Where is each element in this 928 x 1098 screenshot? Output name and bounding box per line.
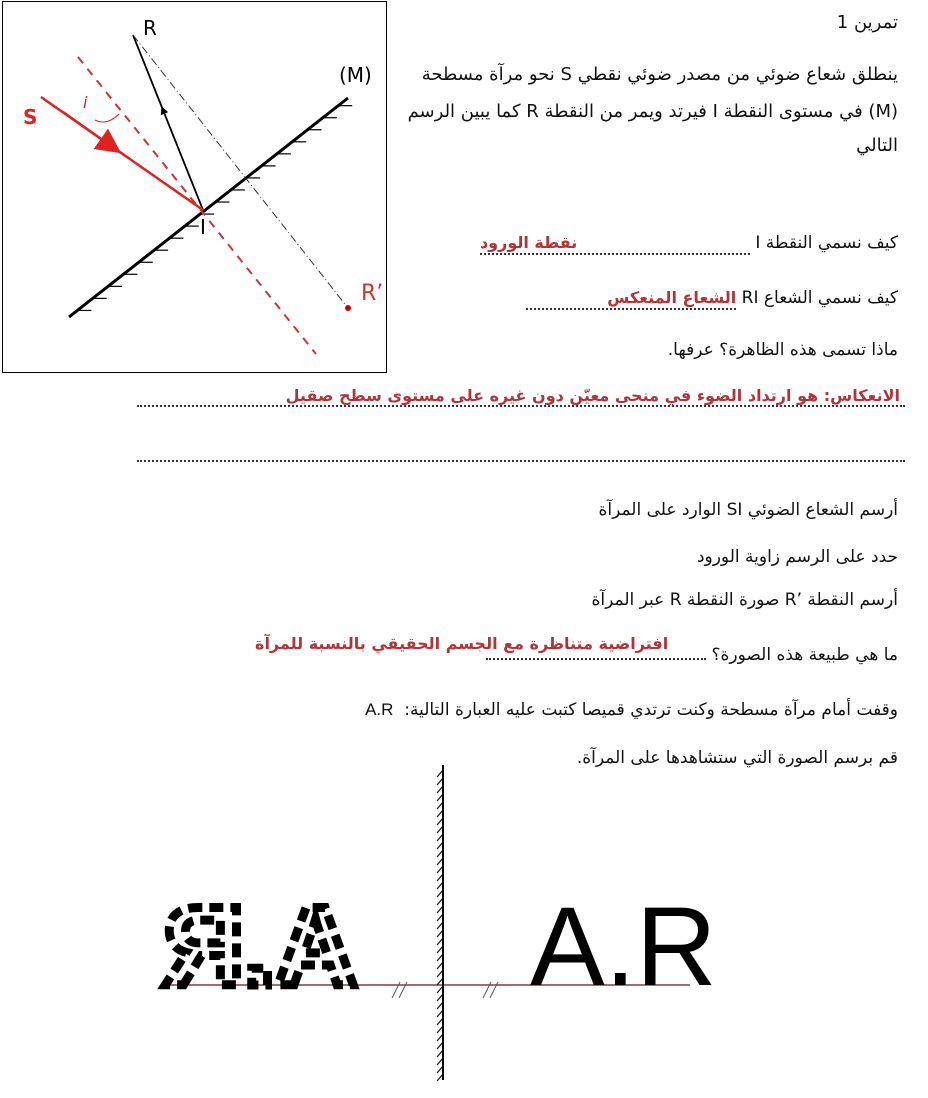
question-text: كيف نسمي النقطة I — [755, 233, 898, 253]
intro-line: التالي — [856, 135, 898, 156]
answer-text: نقطة الورود — [479, 233, 578, 252]
question-3: ماذا تسمى هذه الظاهرة؟ عرفها. — [667, 340, 898, 360]
answer-text: الانعكاس: هو ارتداد الضوء في منحى معيّن دون غيره على مستوى سطح صقيل — [285, 386, 900, 405]
question-4: أرسم الشعاع الضوئي SI الوارد على المرآة — [598, 500, 898, 520]
question-2 — [526, 288, 898, 310]
answer-text: الشعاع المنعكس — [607, 288, 737, 307]
question-9: قم برسم الصورة التي ستشاهدها على المرآة. — [576, 748, 898, 768]
label-r-prime: R’ — [361, 281, 384, 306]
question-6: أرسم النقطة ’R صورة النقطة R عبر المرآة — [591, 590, 898, 610]
label-i: i — [83, 93, 88, 112]
label-s: S — [23, 105, 38, 129]
label-m: (M) — [339, 63, 372, 87]
mirror-drawing — [0, 760, 928, 1098]
label-r: R — [143, 16, 157, 40]
construction-line — [133, 35, 348, 308]
question-5: حدد على الرسم زاوية الورود — [696, 547, 898, 567]
question-1 — [480, 233, 898, 255]
question-text: وقفت أمام مرآة مسطحة وكنت ترتدي قميصا كتبت عليه العبارة التالية: — [404, 700, 898, 720]
answer-text: افتراضية متناظرة مع الجسم الحقيقي بالنسبة للمرآة — [255, 634, 669, 653]
label-point-i: I — [200, 215, 206, 239]
intro-line: ينطلق شعاع ضوئي من مصدر ضوئي نقطي S نحو مرآة مسطحة — [421, 64, 898, 85]
r-prime-point — [345, 305, 351, 311]
empty-answer-line — [137, 448, 905, 462]
question-text: ما هي طبيعة هذه الصورة؟ — [711, 645, 898, 665]
answer-line — [137, 386, 905, 407]
question-8 — [365, 700, 898, 720]
mirrored-image-text: A.R — [163, 884, 356, 1009]
question-text: كيف نسمي الشعاع RI — [741, 288, 898, 308]
object-text: A.R — [530, 884, 717, 1009]
exercise-title: تمرين 1 — [836, 12, 898, 33]
intro-line: (M) في مستوى النقطة I فيرتد ويمر من النقطة R كما يبين الرسم — [407, 101, 898, 122]
reflection-diagram — [2, 1, 387, 373]
phrase-text: A.R — [365, 700, 394, 719]
